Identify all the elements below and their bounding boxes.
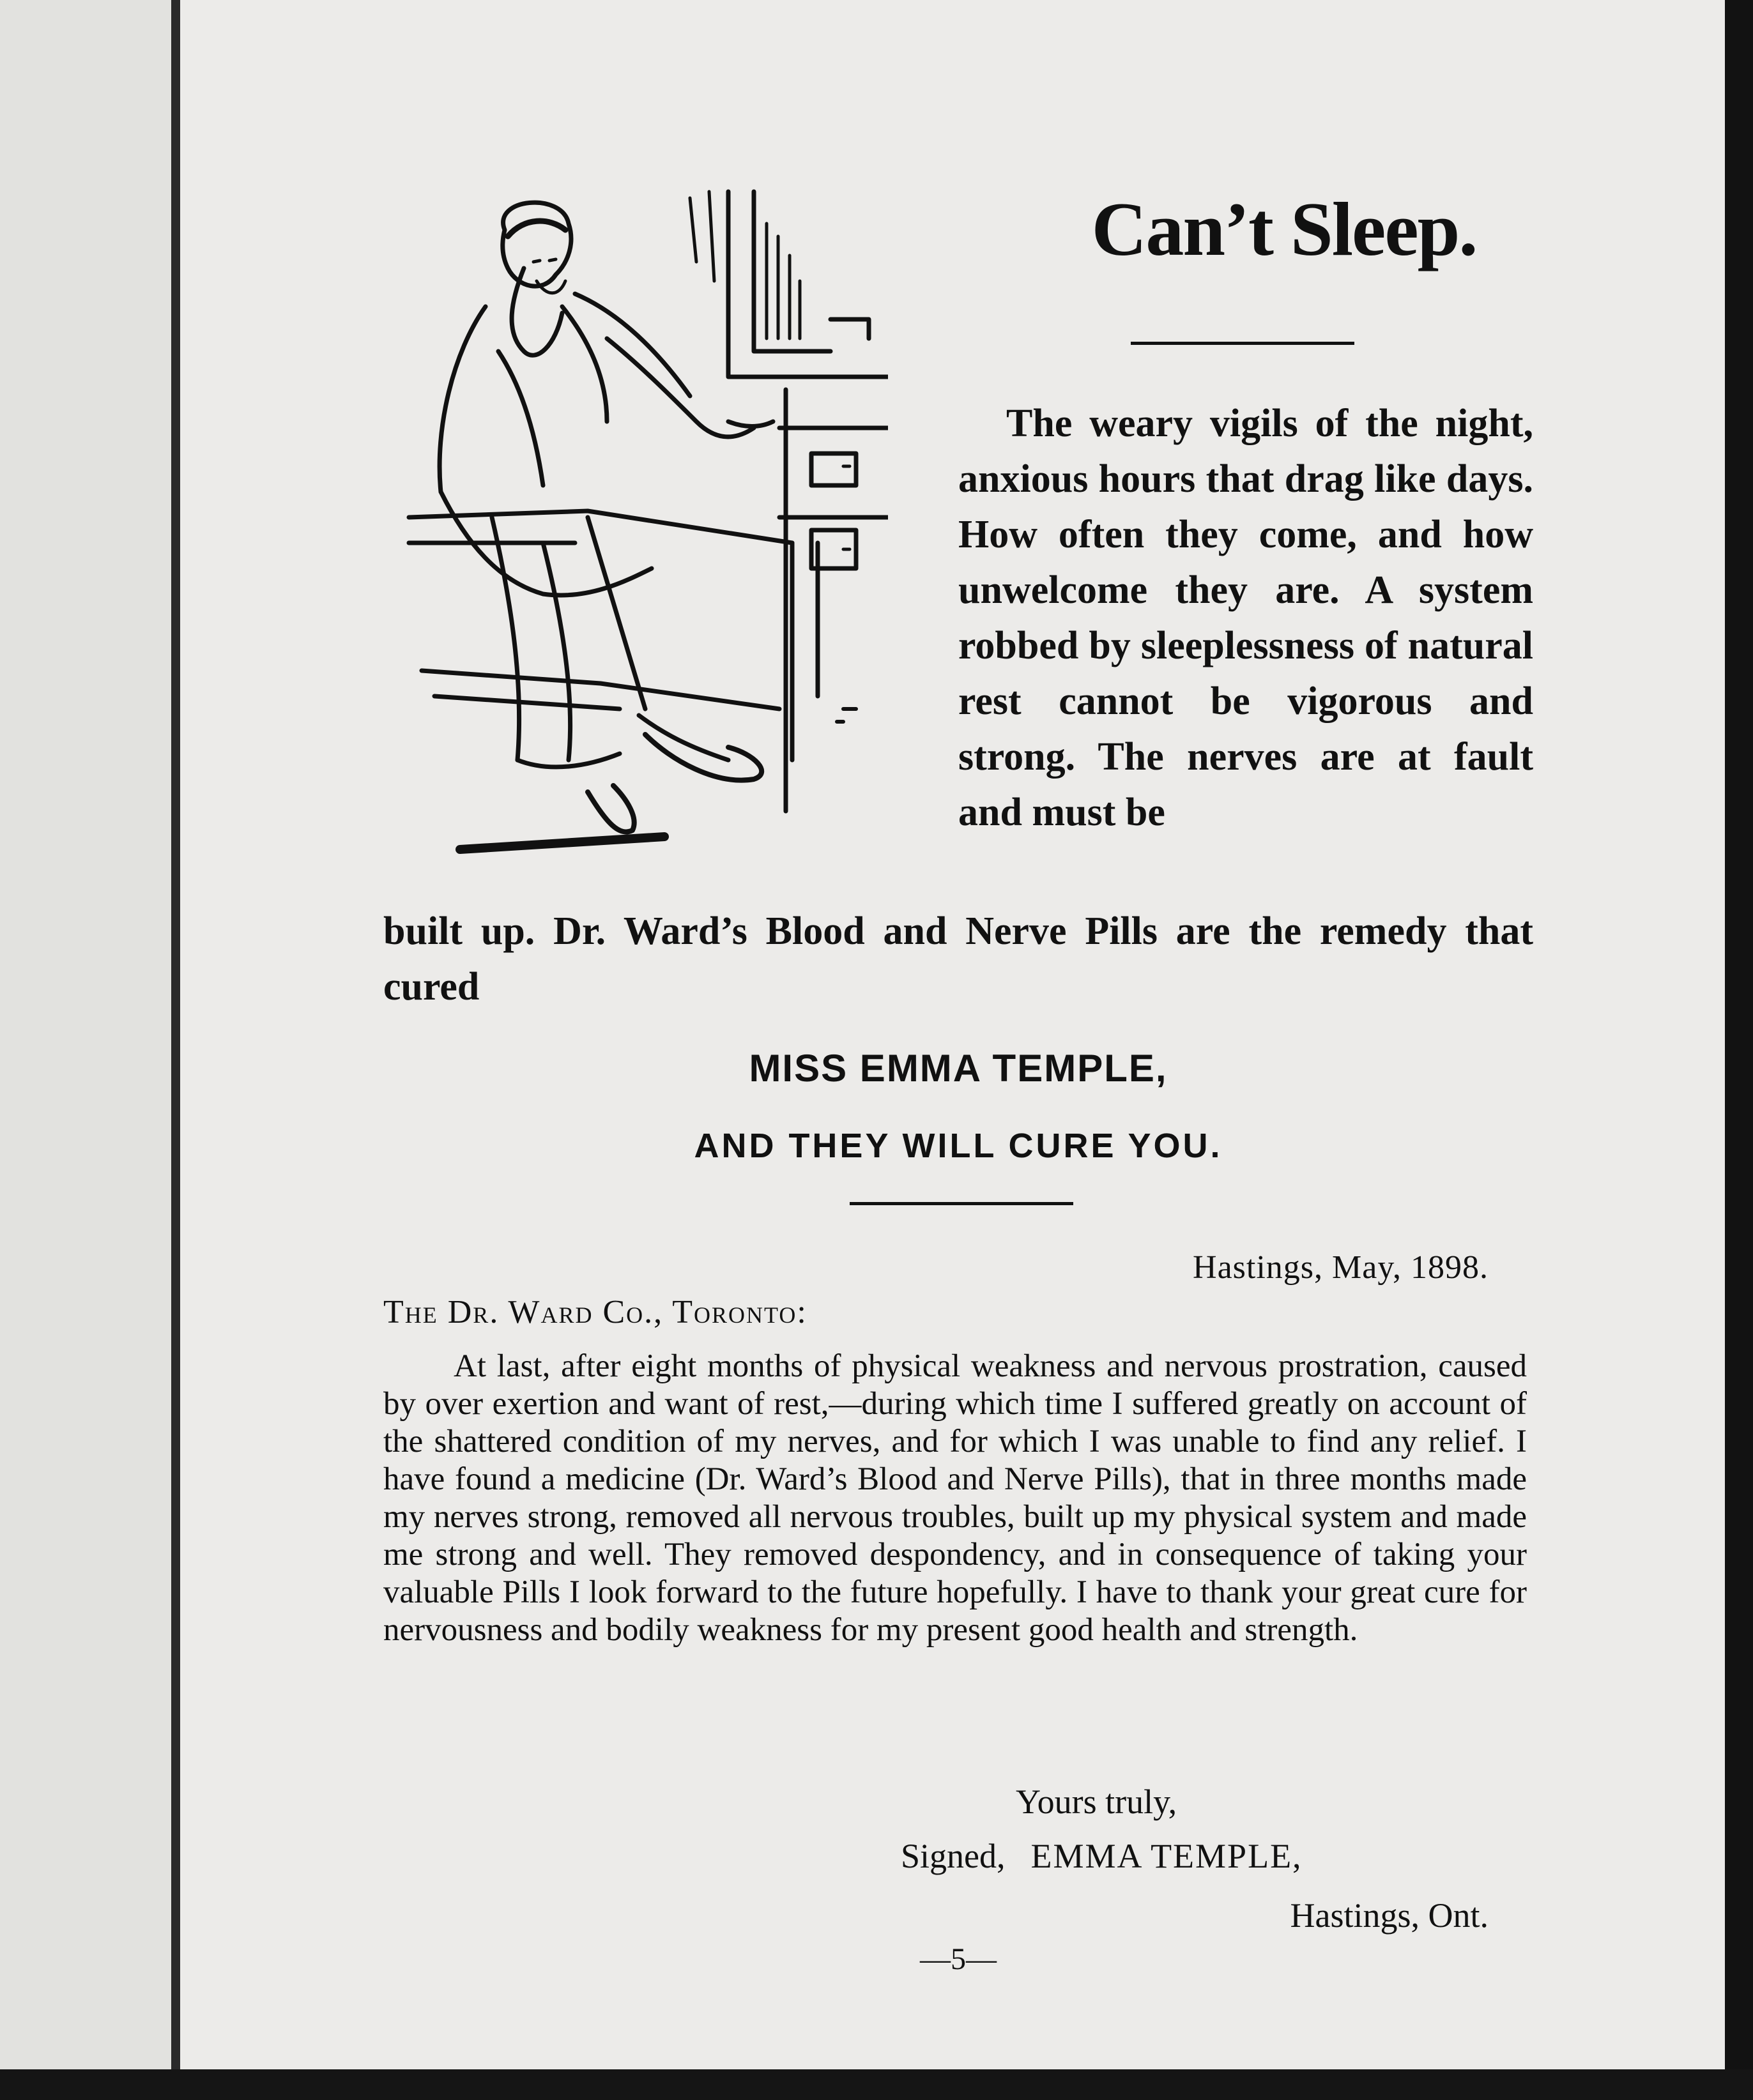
signer-town: Hastings, Ont.	[1290, 1896, 1489, 1935]
scan-border-bottom	[0, 2069, 1753, 2100]
signed-label: Signed,	[901, 1837, 1006, 1875]
letter-body-text: At last, after eight months of physical weakness and nervous prostration, caused by over exertion and want of rest,—during which time I suffered greatly on account of the shattered condition of my nerves, and for which I was unable to find any relief. I have found a medicine (Dr. Ward’s Blood and Nerve Pills), that in three months made my nerves strong, removed all nervous troubles, built up my physical system and made me strong and well. They removed despondency, and in consequence of taking your valuable Pills I look forward to the future hopefully. I have to thank your great cure for nervousness and bodily weakness for my present good health and strength.	[383, 1348, 1527, 1648]
advert-title: Can’t Sleep.	[1091, 186, 1477, 271]
book-spine	[171, 0, 180, 2069]
testimonial-headline: MISS EMMA TEMPLE,	[749, 1047, 1168, 1090]
page-number: —5—	[920, 1942, 997, 1976]
advert-intro-continuation: built up. Dr. Ward’s Blood and Nerve Pills are the remedy that cured	[383, 909, 1533, 1008]
letter-addressee: The Dr. Ward Co., Toronto:	[383, 1294, 808, 1330]
advert-intro-text: The weary vigils of the night, anxious hours that drag like days. How often they come, and how unwelcome they are. A system robbed by sleeplessness of natural rest cannot be vigorous and strong. The nerves are at fault and must be	[958, 402, 1533, 834]
title-divider	[1131, 342, 1354, 345]
sleepless-woman-illustration	[396, 185, 888, 862]
facing-page	[0, 0, 171, 2069]
section-divider	[850, 1202, 1073, 1205]
promise-headline: AND THEY WILL CURE YOU.	[694, 1127, 1223, 1165]
letter-closing: Yours truly,	[1016, 1783, 1177, 1821]
letter-place-date: Hastings, May, 1898.	[1193, 1249, 1489, 1286]
advert-intro-paragraph	[958, 396, 1533, 841]
signer-name: EMMA TEMPLE,	[1030, 1837, 1303, 1875]
letter-body	[383, 1348, 1527, 1649]
letter-signature	[901, 1836, 1476, 1876]
scan-border-right	[1725, 0, 1753, 2100]
